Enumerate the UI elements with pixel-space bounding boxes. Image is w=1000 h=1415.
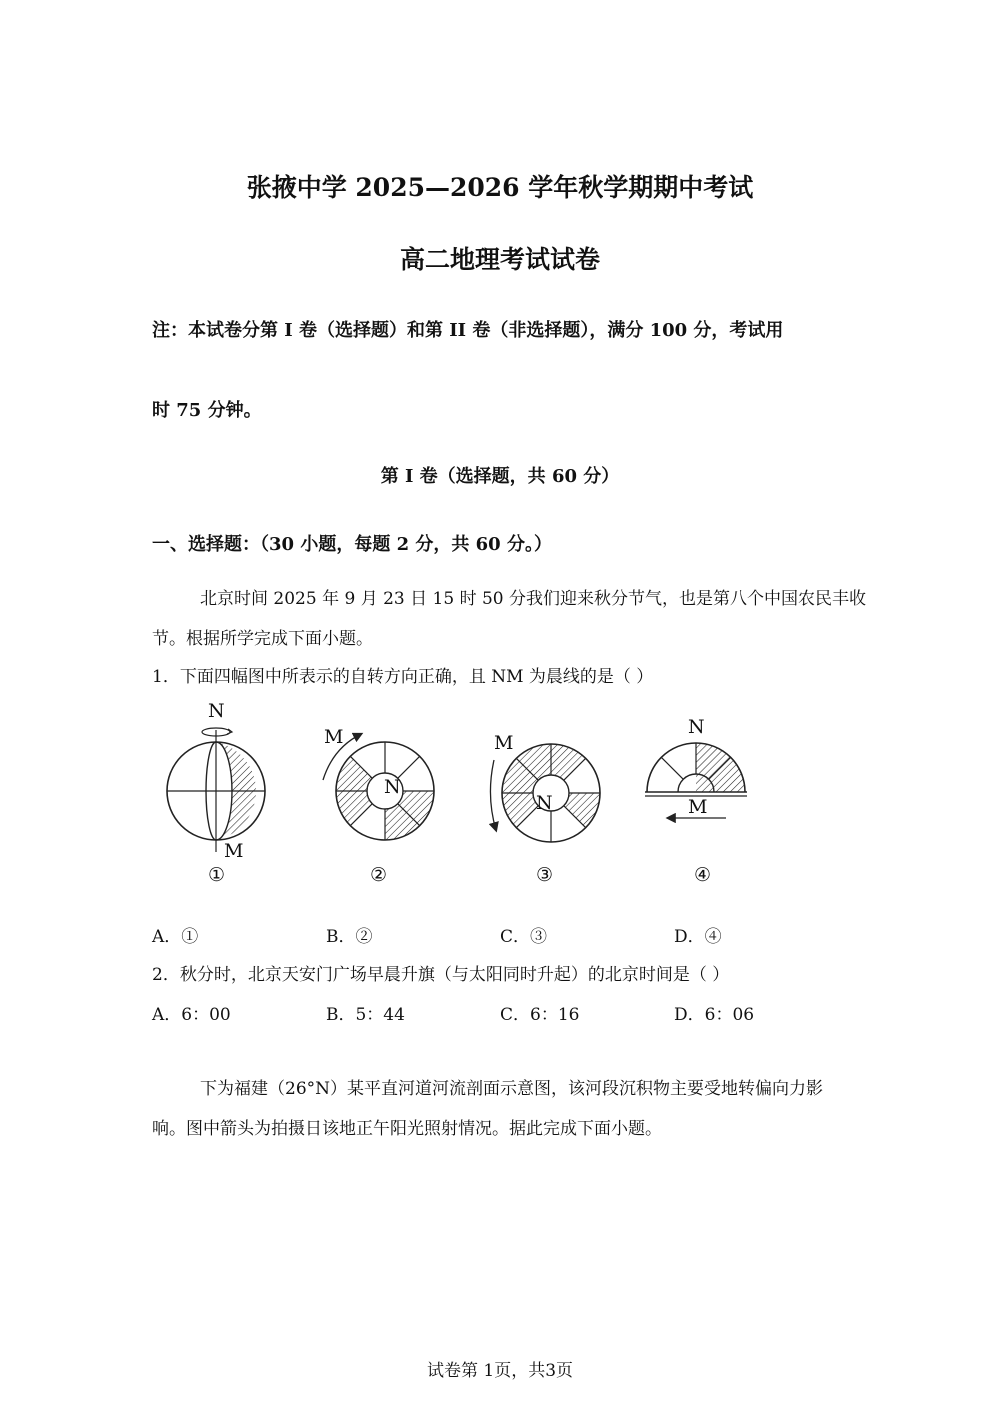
q2-stem: 2．秋分时，北京天安门广场早晨升旗（与太阳同时升起）的北京时间是（ ）	[152, 965, 730, 985]
q1-stem: 1．下面四幅图中所表示的自转方向正确，且 NM 为晨线的是（ ）	[152, 667, 654, 687]
fig4-number: ④	[694, 864, 712, 886]
q2-option-c: C．6：16	[500, 1005, 580, 1025]
q1-option-a: A．①	[152, 927, 199, 947]
q1-figure-3	[486, 720, 616, 890]
fig2-label-n: N	[384, 776, 401, 798]
q1-option-d: D．④	[674, 927, 722, 947]
note-line-1: 注：本试卷分第 I 卷（选择题）和第 II 卷（非选择题），满分 100 分，考试用	[152, 320, 784, 341]
exam-title: 张掖中学 2025—2026 学年秋学期期中考试	[246, 173, 754, 202]
q2-option-b: B．5：44	[326, 1005, 405, 1025]
q2-option-d: D．6：06	[674, 1005, 755, 1025]
globe-diagram-1	[160, 700, 280, 890]
q1-figure-1	[160, 700, 280, 890]
fig1-number: ①	[208, 864, 226, 886]
fig2-number: ②	[370, 864, 388, 886]
section-title: 第 I 卷（选择题，共 60 分）	[380, 466, 620, 487]
q1-figure-2	[318, 720, 448, 890]
exam-subtitle: 高二地理考试试卷	[399, 245, 600, 274]
fig4-label-m: M	[688, 796, 708, 818]
fig3-label-m: M	[494, 732, 514, 754]
fig3-number: ③	[536, 864, 554, 886]
q1-option-b: B．②	[326, 927, 373, 947]
intro2-line-2: 响。图中箭头为拍摄日该地正午阳光照射情况。据此完成下面小题。	[152, 1119, 662, 1139]
page-footer: 试卷第 1页，共3页	[426, 1361, 574, 1381]
fig1-label-n: N	[208, 700, 225, 722]
q1-figure-4	[640, 712, 760, 890]
q1-option-c: C．③	[500, 927, 548, 947]
fig2-label-m: M	[324, 726, 344, 748]
intro1-line-2: 节。根据所学完成下面小题。	[152, 629, 373, 649]
fig3-label-n: N	[536, 792, 553, 814]
fig4-label-n: N	[688, 716, 705, 738]
intro1-line-1: 北京时间 2025 年 9 月 23 日 15 时 50 分我们迎来秋分节气，也是第八个中国农民丰收	[200, 589, 867, 609]
note-line-2: 时 75 分钟。	[152, 400, 262, 421]
q2-option-a: A．6：00	[152, 1005, 231, 1025]
intro2-line-1: 下为福建（26°N）某平直河道河流剖面示意图，该河段沉积物主要受地转偏向力影	[200, 1079, 824, 1099]
part-title: 一、选择题：（30 小题，每题 2 分，共 60 分。）	[152, 534, 552, 555]
fig1-label-m: M	[224, 840, 244, 862]
